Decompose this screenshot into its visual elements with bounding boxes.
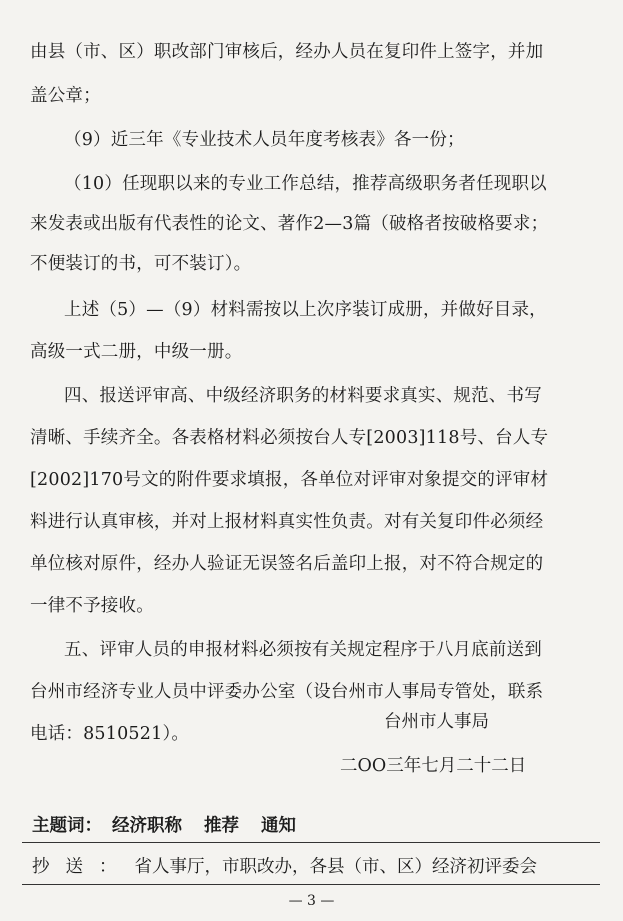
- body-line-17: 电话：8510521）。: [30, 724, 190, 744]
- body-line-5: 来发表或出版有代表性的论文、著作2—3篇（破格者按破格要求；: [30, 214, 549, 234]
- body-line-7: 上述（5）—（9）材料需按以上次序装订成册，并做好目录，: [64, 300, 547, 320]
- cc-recipients: 省人事厅，市职改办，各县（市、区）经济初评委会: [134, 857, 537, 877]
- signature-org: 台州市人事局: [384, 712, 489, 732]
- body-line-6: 不便装订的书，可不装订）。: [30, 254, 252, 274]
- body-line-2: 盖公章；: [30, 86, 101, 106]
- divider-bottom: [22, 884, 600, 885]
- body-line-11: [2002]170号文的附件要求填报，各单位对评审对象提交的评审材: [30, 470, 549, 490]
- body-line-16: 台州市经济专业人员中评委办公室（设台州市人事局专管处，联系: [30, 682, 544, 702]
- body-line-8: 高级一式二册，中级一册。: [30, 342, 243, 362]
- subject-terms: [32, 812, 296, 837]
- divider-top: [22, 842, 600, 843]
- signature-date: 二OO三年七月二十二日: [340, 756, 527, 776]
- body-line-3: （9）近三年《专业技术人员年度考核表》各一份；: [64, 130, 465, 150]
- body-line-15: 五、评审人员的申报材料必须按有关规定程序于八月底前送到: [64, 640, 542, 660]
- body-line-10: 清晰、手续齐全。各表格材料必须按台人专[2003]118号、台人专: [30, 428, 549, 448]
- body-line-1: 由县（市、区）职改部门审核后，经办人员在复印件上签字，并加: [30, 42, 544, 62]
- cc-label: 抄送：: [32, 857, 133, 877]
- body-line-13: 单位核对原件，经办人验证无误签名后盖印上报，对不符合规定的: [30, 554, 544, 574]
- cc-line: [32, 853, 537, 878]
- body-line-14: 一律不予接收。: [30, 596, 154, 616]
- body-line-9: 四、报送评审高、中级经济职务的材料要求真实、规范、书写: [64, 386, 542, 406]
- subject-term: 通知: [261, 816, 296, 836]
- body-line-4: （10）任现职以来的专业工作总结，推荐高级职务者任现职以: [64, 174, 547, 194]
- body-line-12: 料进行认真审核，并对上报材料真实性负责。对有关复印件必须经: [30, 512, 544, 532]
- subject-term: 经济职称: [112, 816, 182, 836]
- subject-terms-label: 主题词：: [32, 816, 102, 836]
- page-number: — 3 —: [288, 893, 335, 909]
- subject-term: 推荐: [204, 816, 239, 836]
